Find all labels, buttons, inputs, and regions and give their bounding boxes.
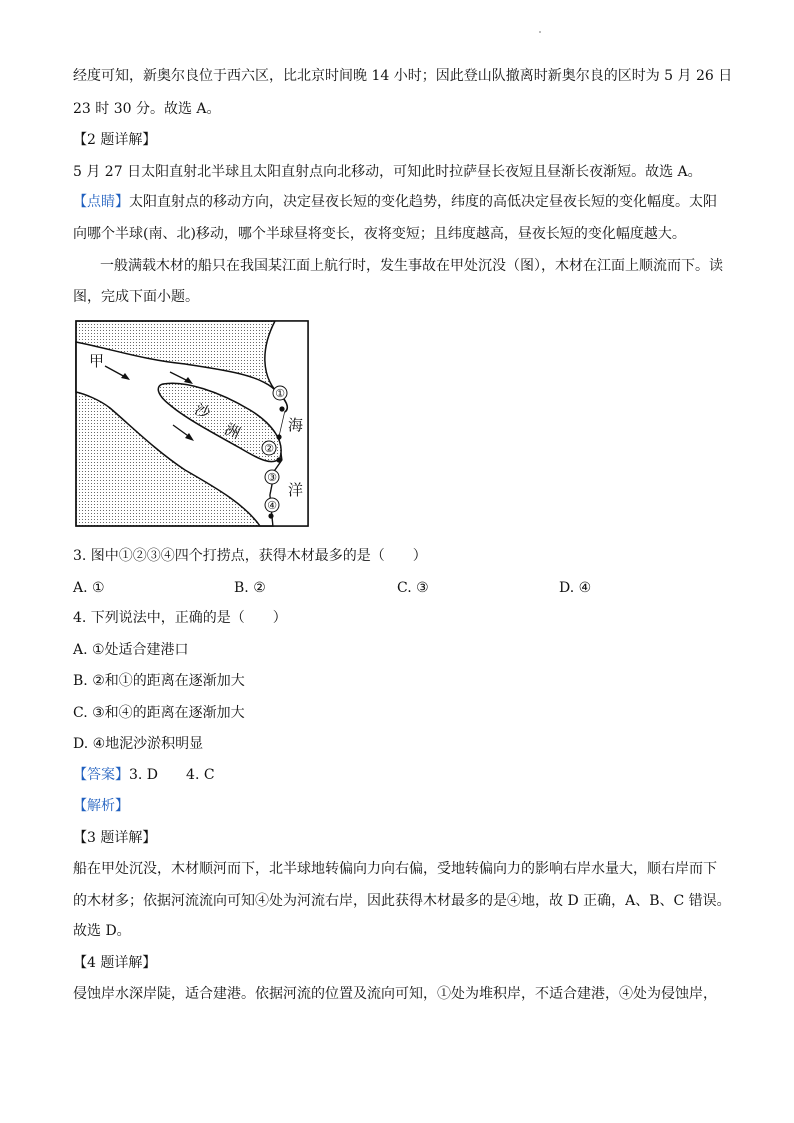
point-3-label: ③ [267, 471, 277, 484]
answer-line [73, 765, 215, 785]
q3-option-b: B. ② [234, 580, 266, 596]
text-line: 向哪个半球(南、北)移动，哪个半球昼将变长，夜将变短；且纬度越高，昼夜长短的变化幅度越大。 [73, 226, 686, 242]
river-map [75, 320, 309, 528]
q3-option-c: C. ③ [397, 580, 429, 596]
analysis-tag: 【解析】 [73, 798, 129, 814]
point-2-label: ② [264, 442, 274, 455]
section-heading: 【2 题详解】 [73, 132, 157, 148]
point-1-label: ① [275, 387, 285, 400]
question-3-stem: 3. 图中①②③④四个打捞点，获得木材最多的是（ ） [73, 548, 427, 564]
q3-option-d: D. ④ [559, 580, 592, 596]
dianjing-paragraph [73, 192, 717, 212]
section-heading: 【3 题详解】 [73, 830, 157, 846]
answer-text: 3. D 4. C [129, 767, 215, 783]
q4-option-d: D. ④地泥沙淤积明显 [73, 736, 204, 752]
text-line: 的木材多；依据河流流向可知④处为河流右岸，因此获得木材最多的是④地，故 D 正确，A、B、C 错误。 [73, 893, 731, 909]
label-yang: 洋 [288, 481, 304, 499]
scan-speck [539, 31, 541, 33]
q4-option-a: A. ①处适合建港口 [73, 642, 189, 658]
dianjing-text: 太阳直射点的移动方向，决定昼夜长短的变化趋势，纬度的高低决定昼夜长短的变化幅度。太阳 [129, 194, 717, 210]
text-line: 侵蚀岸水深岸陡，适合建港。依据河流的位置及流向可知，①处为堆积岸，不适合建港，④处为侵蚀岸， [73, 986, 717, 1002]
text-line: 船在甲处沉没，木材顺河而下，北半球地转偏向力向右偏，受地转偏向力的影响右岸水量大，顺右岸而下 [73, 861, 717, 877]
question-intro: 图，完成下面小题。 [73, 289, 199, 305]
q3-option-a: A. ① [73, 580, 105, 596]
q4-option-b: B. ②和①的距离在逐渐加大 [73, 673, 245, 689]
question-intro: 一般满载木材的船只在我国某江面上航行时，发生事故在甲处沉没（图），木材在江面上顺流而下。读 [100, 258, 723, 274]
label-jia: 甲 [89, 352, 105, 370]
text-line: 23 时 30 分。故选 A。 [73, 101, 221, 117]
question-4-stem: 4. 下列说法中，正确的是（ ） [73, 610, 287, 626]
text-line: 经度可知，新奥尔良位于西六区，比北京时间晚 14 小时；因此登山队撤离时新奥尔良的区时为 5 月 26 日 [73, 68, 733, 84]
text-line: 5 月 27 日太阳直射北半球且太阳直射点向北移动，可知此时拉萨昼长夜短且昼渐长夜渐短。故选 A。 [73, 164, 702, 180]
text-line: 故选 D。 [73, 923, 131, 939]
dianjing-tag: 【点睛】 [73, 194, 129, 210]
q4-option-c: C. ③和④的距离在逐渐加大 [73, 705, 245, 721]
label-zhou: 洲 [221, 419, 244, 443]
label-hai: 海 [288, 416, 304, 434]
section-heading: 【4 题详解】 [73, 955, 157, 971]
point-4-label: ④ [267, 499, 277, 512]
label-sha: 沙 [191, 399, 214, 423]
answer-tag: 【答案】 [73, 767, 129, 783]
